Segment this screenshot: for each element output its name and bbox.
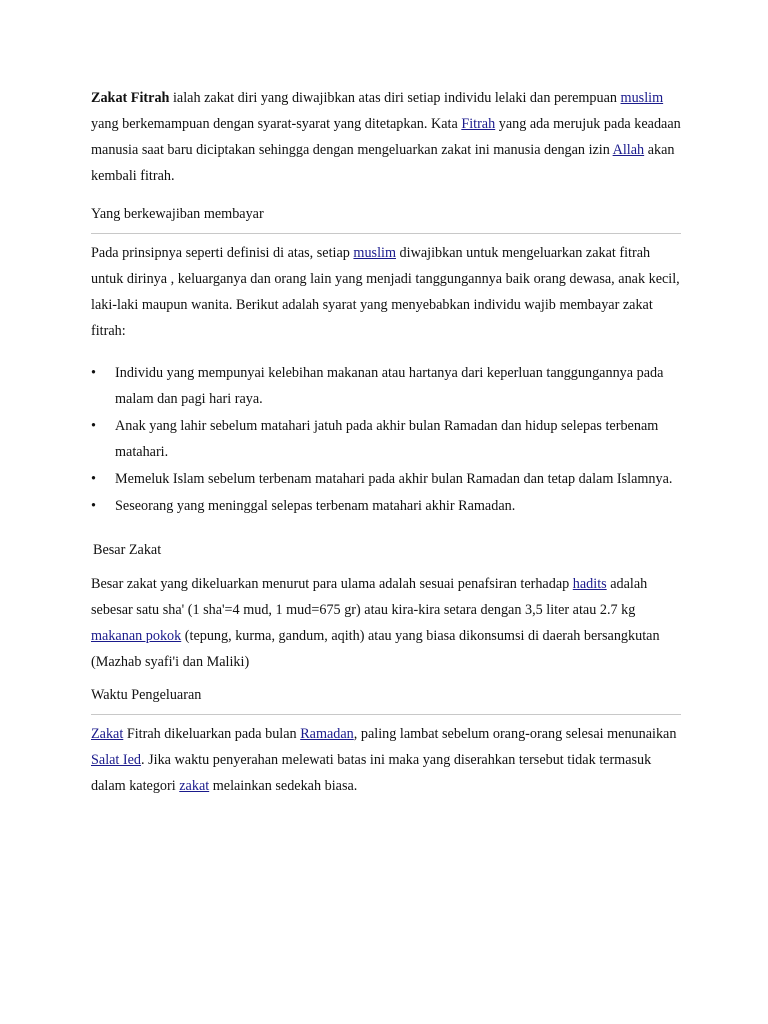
link-muslim[interactable]: muslim xyxy=(620,90,664,106)
waktu-text-4: melainkan sedekah biasa. xyxy=(209,778,358,794)
waktu-text-2: , paling lambat sebelum orang-orang selesai menunaikan xyxy=(353,726,677,742)
link-makanan-pokok[interactable]: makanan pokok xyxy=(91,628,182,644)
link-hadits[interactable]: hadits xyxy=(572,576,607,592)
intro-text-3: yang ada merujuk pada keadaan manusia saat baru diciptakan sehingga dengan mengeluarkan zakat ini manusia dengan izin xyxy=(91,116,681,158)
besar-paragraph xyxy=(91,571,681,675)
heading-waktu: Waktu Pengeluaran xyxy=(91,687,202,703)
link-zakat-2[interactable]: zakat xyxy=(179,778,210,794)
bullet-icon: • xyxy=(91,471,96,487)
waktu-text-3: . Jika waktu penyerahan melewati batas ini maka yang diserahkan tersebut tidak termasuk dalam kategori xyxy=(91,752,652,794)
intro-text-1: ialah zakat diri yang diwajibkan atas diri setiap individu lelaki dan perempuan xyxy=(169,90,621,106)
link-fitrah[interactable]: Fitrah xyxy=(461,116,496,132)
intro-text-2: yang berkemampuan dengan syarat-syarat yang ditetapkan. Kata xyxy=(91,116,462,132)
list-item xyxy=(91,466,681,492)
link-ramadan[interactable]: Ramadan xyxy=(300,726,354,742)
bullet-icon: • xyxy=(91,365,96,381)
link-zakat[interactable]: Zakat xyxy=(91,726,124,742)
list-item-text: Seseorang yang meninggal selepas terbenam matahari akhir Ramadan. xyxy=(115,498,516,514)
intro-paragraph xyxy=(91,85,681,189)
intro-text-4: akan kembali fitrah. xyxy=(91,142,675,184)
besar-text-2: adalah sebesar satu sha' (1 sha'=4 mud, 1 mud=675 gr) atau kira-kira setara dengan 3,5 liter atau 2.7 kg xyxy=(91,576,648,618)
list-item-text: Memeluk Islam sebelum terbenam matahari pada akhir bulan Ramadan dan tetap dalam Islamnya. xyxy=(115,471,673,487)
besar-text-3: (tepung, kurma, gandum, aqith) atau yang biasa dikonsumsi di daerah bersangkutan (Mazhab syafi'i dan Maliki) xyxy=(91,628,660,670)
document-page xyxy=(91,85,681,799)
waktu-paragraph xyxy=(91,721,681,799)
list-item xyxy=(91,493,681,519)
waktu-text-1: Fitrah dikeluarkan pada bulan xyxy=(123,726,301,742)
list-item xyxy=(91,360,681,412)
divider-wajib xyxy=(91,233,681,234)
link-salat-ied[interactable]: Salat Ied xyxy=(91,752,142,768)
heading-wajib: Yang berkewajiban membayar xyxy=(91,206,264,222)
divider-waktu xyxy=(91,714,681,715)
heading-besar-zakat: Besar Zakat xyxy=(93,542,162,558)
wajib-text-2: diwajibkan untuk mengeluarkan zakat fitrah untuk dirinya , keluarganya dan orang lain yang menjadi tanggungannya baik orang dewasa, anak kecil, laki-laki maupun wanita. Berikut adalah syarat yang menyebabkan individu wajib membayar zakat fitrah: xyxy=(91,245,680,339)
link-muslim-2[interactable]: muslim xyxy=(353,245,396,261)
bullet-icon: • xyxy=(91,418,96,434)
list-item-text: Anak yang lahir sebelum matahari jatuh pada akhir bulan Ramadan dan hidup selepas terbenam matahari. xyxy=(115,418,659,460)
bullet-icon: • xyxy=(91,498,96,514)
besar-text-1: Besar zakat yang dikeluarkan menurut para ulama adalah sesuai penafsiran terhadap xyxy=(91,576,573,592)
link-allah[interactable]: Allah xyxy=(612,142,645,158)
syarat-list xyxy=(91,360,681,519)
wajib-text-1: Pada prinsipnya seperti definisi di atas, setiap xyxy=(91,245,354,261)
list-item-text: Individu yang mempunyai kelebihan makanan atau hartanya dari keperluan tanggungannya pada malam dan pagi hari raya. xyxy=(115,365,664,407)
list-item xyxy=(91,413,681,465)
intro-term: Zakat Fitrah xyxy=(91,90,170,106)
wajib-paragraph xyxy=(91,240,681,344)
